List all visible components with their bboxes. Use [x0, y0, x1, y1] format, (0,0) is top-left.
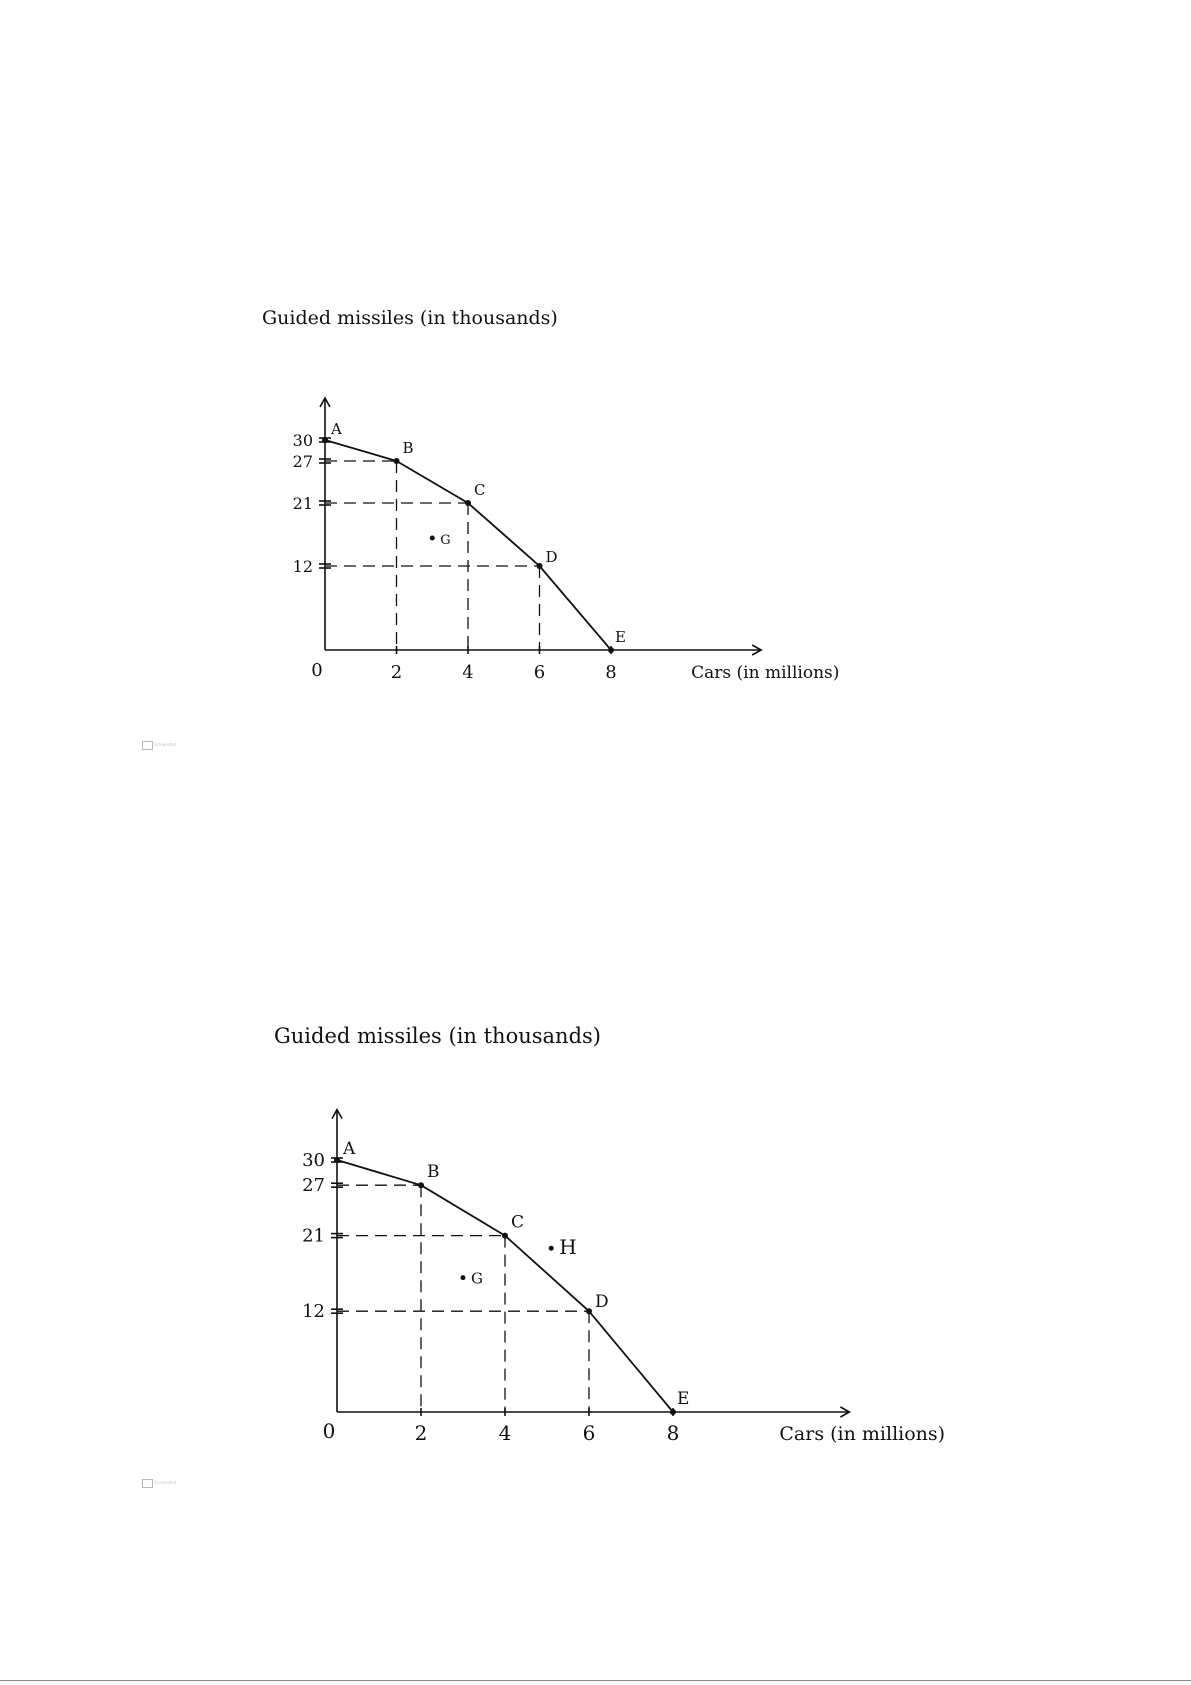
- point-label-d: D: [545, 548, 558, 566]
- y-tick-label-21: 21: [292, 494, 313, 513]
- origin-label: 0: [311, 660, 323, 681]
- point-label-c: C: [511, 1212, 525, 1233]
- x-tick-label-8: 8: [666, 1421, 680, 1445]
- y-axis-label: Guided missiles (in thousands): [262, 307, 558, 329]
- x-tick-label-6: 6: [533, 662, 546, 683]
- y-tick-label-21: 21: [302, 1225, 325, 1247]
- point-label-a: A: [331, 420, 342, 438]
- point-b: [394, 458, 400, 464]
- point-a: [322, 437, 328, 443]
- x-tick-label-4: 4: [462, 662, 474, 683]
- point-h: [549, 1246, 554, 1251]
- y-tick-label-27: 27: [302, 1175, 325, 1197]
- ppf-chart-1: [0, 300, 1191, 700]
- point-label-e: E: [677, 1389, 690, 1409]
- x-axis-label: Cars (in millions): [779, 1423, 946, 1445]
- point-label-e: E: [615, 628, 626, 646]
- page-bottom-rule: [0, 1680, 1191, 1681]
- point-d: [537, 563, 543, 569]
- point-label-d: D: [595, 1292, 609, 1313]
- point-label-b: B: [402, 439, 414, 457]
- x-tick-label-4: 4: [498, 1421, 512, 1445]
- watermark-icon-1: [142, 741, 153, 750]
- watermark-text-2: Screenshot: [154, 1480, 177, 1485]
- y-axis-label: Guided missiles (in thousands): [274, 1024, 601, 1048]
- y-tick-label-30: 30: [302, 1150, 325, 1171]
- point-e: [670, 1409, 676, 1415]
- point-b: [418, 1182, 424, 1188]
- ppf-chart-2: [0, 1010, 1191, 1470]
- point-c: [465, 500, 471, 506]
- x-tick-label-8: 8: [605, 662, 617, 683]
- point-label-a: A: [343, 1139, 356, 1159]
- x-tick-label-6: 6: [582, 1421, 596, 1445]
- y-tick-label-27: 27: [292, 452, 313, 471]
- watermark-icon-2: [142, 1479, 153, 1488]
- point-label-g: G: [440, 533, 451, 548]
- point-d: [586, 1308, 592, 1314]
- origin-label: 0: [322, 1419, 336, 1443]
- point-label-h: H: [559, 1235, 577, 1260]
- point-g: [430, 536, 435, 541]
- point-label-b: B: [427, 1162, 440, 1183]
- x-axis-label: Cars (in millions): [691, 663, 840, 683]
- x-tick-label-2: 2: [390, 662, 403, 683]
- x-tick-label-2: 2: [414, 1421, 428, 1445]
- point-label-g: G: [471, 1269, 483, 1288]
- point-c: [502, 1233, 508, 1239]
- point-label-c: C: [474, 481, 486, 499]
- point-g: [461, 1275, 466, 1280]
- y-tick-label-12: 12: [292, 557, 313, 576]
- point-a: [334, 1157, 340, 1163]
- watermark-text-1: Screenshot: [154, 742, 177, 747]
- y-tick-label-30: 30: [292, 431, 313, 450]
- y-tick-label-12: 12: [302, 1301, 325, 1323]
- point-e: [608, 647, 614, 653]
